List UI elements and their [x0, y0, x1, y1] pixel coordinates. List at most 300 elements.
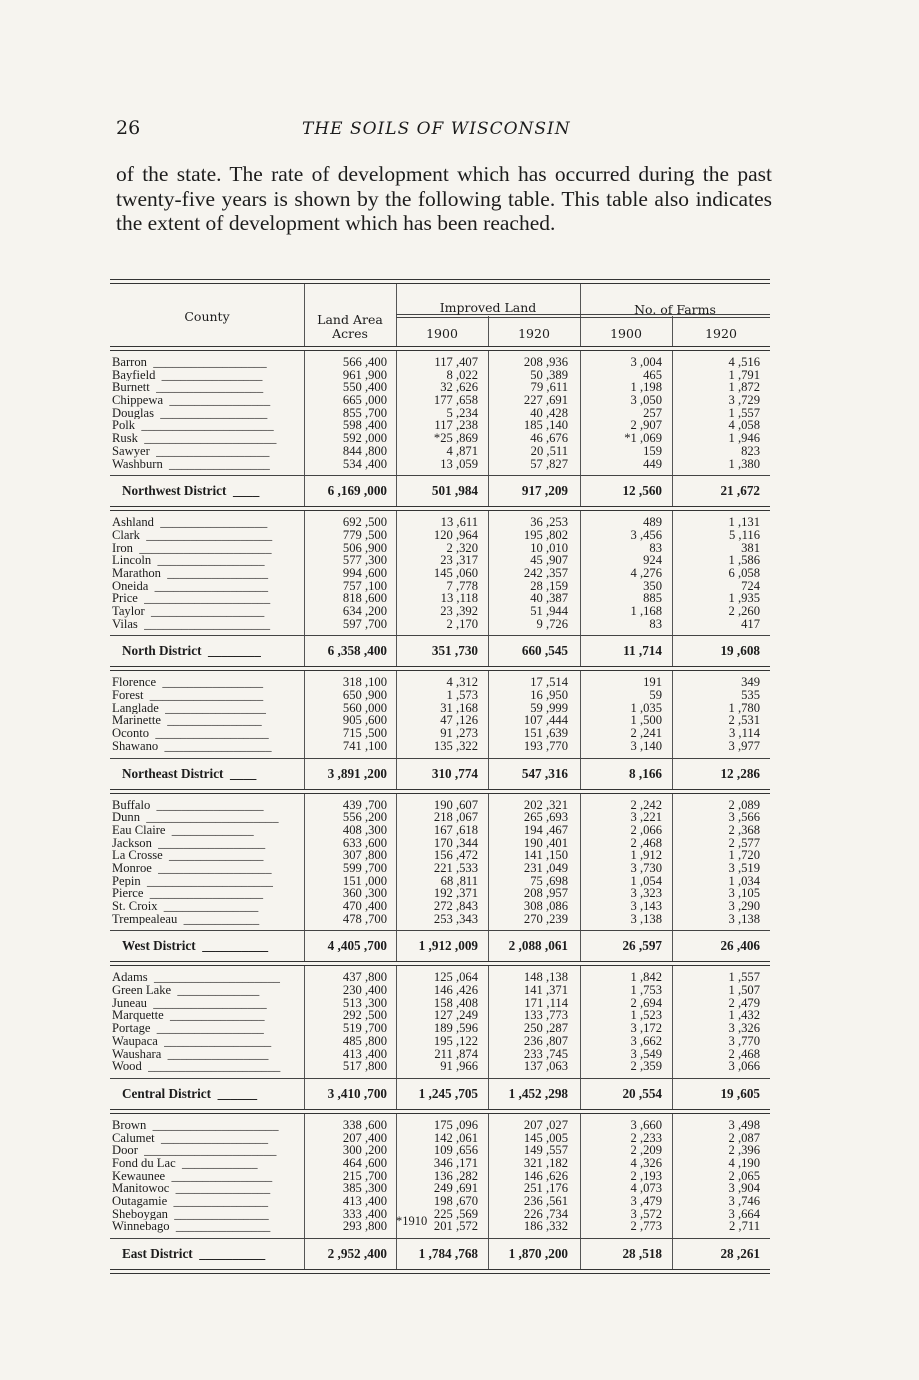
district-name: Northeast District ____ [122, 765, 257, 781]
district-name: East District __________ [122, 1246, 266, 1262]
cell-value: 2 ,065 [672, 1170, 770, 1183]
cell-value: 489 [580, 516, 672, 529]
cell-value: 142 ,061 [396, 1132, 488, 1145]
county-name: Fond du Lac ____________ [112, 1156, 258, 1170]
cell-value: 2 ,089 [672, 799, 770, 812]
cell-value: 201 ,572 [396, 1220, 488, 1233]
cell-value: 634 ,200 [304, 605, 396, 618]
cell-value: 211 ,874 [396, 1048, 488, 1061]
cell-value: 17 ,514 [488, 676, 580, 689]
cell-value: 225 ,569 [396, 1208, 488, 1221]
cell-value: 195 ,122 [396, 1035, 488, 1048]
cell-value: 226 ,734 [488, 1208, 580, 1221]
cell-value: 109 ,656 [396, 1144, 488, 1157]
cell-value: 12 ,286 [672, 759, 770, 789]
county-name: Ashland _________________ [112, 516, 268, 529]
cell-value: 519 ,700 [304, 1022, 396, 1035]
cell-value: 12 ,560 [580, 476, 672, 506]
cell-value: 3 ,664 [672, 1208, 770, 1221]
cell-value: 1 ,054 [580, 875, 672, 888]
cell-value: 1 ,912 [580, 849, 672, 862]
county-name: Buffalo _________________ [112, 798, 264, 812]
county-name: Forest __________________ [112, 689, 264, 702]
cell-value: 23 ,392 [396, 605, 488, 618]
cell-value: 2 ,577 [672, 837, 770, 850]
table-row [110, 727, 770, 740]
cell-value: 249 ,691 [396, 1182, 488, 1195]
county-name: Green Lake _____________ [112, 984, 260, 997]
cell-value: 145 ,060 [396, 567, 488, 580]
cell-value: 844 ,800 [304, 445, 396, 458]
cell-value: 2 ,907 [580, 419, 672, 432]
district-total-row [110, 931, 770, 961]
county-name: Bayfield ________________ [112, 368, 263, 382]
cell-value: 4 ,058 [672, 419, 770, 432]
cell-value: 51 ,944 [488, 605, 580, 618]
cell-value: 13 ,059 [396, 458, 488, 471]
county-name: Calumet _________________ [112, 1131, 269, 1145]
cell-value: 91 ,273 [396, 727, 488, 740]
county-name: Adams ____________________ [112, 971, 280, 985]
cell-value: 3 ,730 [580, 862, 672, 875]
cell-value: 250 ,287 [488, 1022, 580, 1035]
table-header [110, 284, 770, 346]
table-row [110, 432, 770, 445]
county-name: Rusk _____________________ [112, 432, 277, 445]
cell-value: 307 ,800 [304, 849, 396, 862]
cell-value: 57 ,827 [488, 458, 580, 471]
cell-value: 36 ,253 [488, 516, 580, 529]
cell-value: 120 ,964 [396, 529, 488, 542]
cell-value: 408 ,300 [304, 824, 396, 837]
cell-value: 338 ,600 [304, 1119, 396, 1132]
cell-value: 2 ,952 ,400 [304, 1239, 396, 1269]
cell-value: 21 ,672 [672, 476, 770, 506]
table-row [110, 516, 770, 529]
cell-value: 59 [580, 689, 672, 702]
cell-value: 599 ,700 [304, 862, 396, 875]
cell-value: 2 ,233 [580, 1132, 672, 1145]
cell-value: 779 ,500 [304, 529, 396, 542]
cell-value: 1 ,753 [580, 984, 672, 997]
cell-value: 470 ,400 [304, 900, 396, 913]
table-row [110, 1220, 770, 1233]
cell-value: 1 ,784 ,768 [396, 1239, 488, 1269]
cell-value: 1 ,131 [672, 516, 770, 529]
cell-value: 1 ,872 [672, 381, 770, 394]
cell-value: 2 ,359 [580, 1060, 672, 1073]
cell-value: 107 ,444 [488, 714, 580, 727]
cell-value: 28 ,159 [488, 580, 580, 593]
cell-value: 146 ,626 [488, 1170, 580, 1183]
county-name: Langlade ________________ [112, 701, 266, 715]
cell-value: 2 ,320 [396, 542, 488, 555]
cell-value: 10 ,010 [488, 542, 580, 555]
cell-value: 1 ,791 [672, 369, 770, 382]
cell-value: 465 [580, 369, 672, 382]
table-row [110, 605, 770, 618]
county-name: Pierce __________________ [112, 887, 264, 900]
cell-value: 3 ,572 [580, 1208, 672, 1221]
county-name: Portage _________________ [112, 1022, 264, 1035]
cell-value: 137 ,063 [488, 1060, 580, 1073]
table-row [110, 580, 770, 593]
county-name: Jackson _________________ [112, 836, 266, 850]
cell-value: 40 ,387 [488, 592, 580, 605]
cell-value: 218 ,067 [396, 811, 488, 824]
cell-value: 417 [672, 618, 770, 631]
footnote: *1910 [396, 1214, 428, 1228]
cell-value: 478 ,700 [304, 913, 396, 926]
page-number: 26 [116, 117, 141, 139]
table-row [110, 1060, 770, 1073]
cell-value: 3 ,660 [580, 1119, 672, 1132]
district-total-row [110, 636, 770, 666]
col-improved-1900: 1900 [426, 326, 458, 341]
cell-value: 20 ,511 [488, 445, 580, 458]
cell-value: 5 ,116 [672, 529, 770, 542]
cell-value: 300 ,200 [304, 1144, 396, 1157]
cell-value: 16 ,950 [488, 689, 580, 702]
cell-value: 2 ,773 [580, 1220, 672, 1233]
cell-value: 265 ,693 [488, 811, 580, 824]
cell-value: 28 ,261 [672, 1239, 770, 1269]
cell-value: 3 ,105 [672, 887, 770, 900]
cell-value: 159 [580, 445, 672, 458]
table-row [110, 458, 770, 471]
cell-value: 385 ,300 [304, 1182, 396, 1195]
table-row [110, 824, 770, 837]
county-name: Trempealeau ____________ [112, 912, 260, 926]
cell-value: 151 ,639 [488, 727, 580, 740]
cell-value: 3 ,221 [580, 811, 672, 824]
cell-value: 292 ,500 [304, 1009, 396, 1022]
col-no-of-farms: No. of Farms [634, 302, 716, 317]
cell-value: 40 ,428 [488, 407, 580, 420]
cell-value: 207 ,027 [488, 1119, 580, 1132]
cell-value: 26 ,597 [580, 931, 672, 961]
cell-value: 3 ,143 [580, 900, 672, 913]
county-name: Manitowoc _______________ [112, 1182, 271, 1195]
cell-value: 208 ,936 [488, 356, 580, 369]
cell-value: 26 ,406 [672, 931, 770, 961]
table-body [110, 351, 770, 1274]
county-name: Chippewa ________________ [112, 394, 271, 407]
cell-value: 11 ,714 [580, 636, 672, 666]
cell-value: 1 ,198 [580, 381, 672, 394]
cell-value: 1 ,500 [580, 714, 672, 727]
county-name: Pepin ____________________ [112, 874, 273, 888]
cell-value: 198 ,670 [396, 1195, 488, 1208]
col-acres: Acres [332, 326, 368, 341]
cell-value: 506 ,900 [304, 542, 396, 555]
cell-value: 4 ,073 [580, 1182, 672, 1195]
cell-value: 6 ,358 ,400 [304, 636, 396, 666]
table-row [110, 1022, 770, 1035]
cell-value: 4 ,276 [580, 567, 672, 580]
cell-value: 202 ,321 [488, 799, 580, 812]
county-name: Barron __________________ [112, 356, 267, 369]
cell-value: 513 ,300 [304, 997, 396, 1010]
table-row [110, 740, 770, 753]
cell-value: 885 [580, 592, 672, 605]
cell-value: 141 ,150 [488, 849, 580, 862]
cell-value: 349 [672, 676, 770, 689]
table-row [110, 676, 770, 689]
cell-value: 598 ,400 [304, 419, 396, 432]
cell-value: 208 ,957 [488, 887, 580, 900]
cell-value: 146 ,426 [396, 984, 488, 997]
cell-value: 1 ,780 [672, 702, 770, 715]
county-name: Winnebago _______________ [112, 1220, 271, 1234]
county-name: Marquette _______________ [112, 1009, 265, 1023]
cell-value: 1 ,245 ,705 [396, 1079, 488, 1109]
cell-value: 1 ,720 [672, 849, 770, 862]
cell-value: 1 ,557 [672, 971, 770, 984]
cell-value: 534 ,400 [304, 458, 396, 471]
table-row [110, 618, 770, 631]
cell-value: 190 ,607 [396, 799, 488, 812]
running-title: THE SOILS OF WISCONSIN [302, 119, 571, 139]
cell-value: 83 [580, 618, 672, 631]
county-name: Oconto __________________ [112, 727, 269, 740]
col-farms-1920: 1920 [705, 326, 737, 341]
county-name: Waushara ________________ [112, 1047, 269, 1061]
table-row [110, 689, 770, 702]
cell-value: 597 ,700 [304, 618, 396, 631]
cell-value: *1 ,069 [580, 432, 672, 445]
cell-value: 136 ,282 [396, 1170, 488, 1183]
cell-value: 3 ,566 [672, 811, 770, 824]
cell-value: 3 ,050 [580, 394, 672, 407]
cell-value: 47 ,126 [396, 714, 488, 727]
cell-value: 1 ,842 [580, 971, 672, 984]
cell-value: 231 ,049 [488, 862, 580, 875]
cell-value: 3 ,904 [672, 1182, 770, 1195]
cell-value: 318 ,100 [304, 676, 396, 689]
table-row [110, 529, 770, 542]
cell-value: 1 ,946 [672, 432, 770, 445]
cell-value: 2 ,087 [672, 1132, 770, 1145]
cell-value: 1 ,432 [672, 1009, 770, 1022]
cell-value: 2 ,468 [580, 837, 672, 850]
cell-value: 665 ,000 [304, 394, 396, 407]
table-row [110, 567, 770, 580]
cell-value: 350 [580, 580, 672, 593]
county-name: Marinette _______________ [112, 714, 262, 728]
cell-value: 2 ,066 [580, 824, 672, 837]
cell-value: 68 ,811 [396, 875, 488, 888]
col-farms-1900: 1900 [610, 326, 642, 341]
cell-value: 437 ,800 [304, 971, 396, 984]
cell-value: 650 ,900 [304, 689, 396, 702]
district-total-row [110, 476, 770, 506]
county-name: Douglas _________________ [112, 406, 268, 420]
cell-value: 59 ,999 [488, 702, 580, 715]
cell-value: 5 ,234 [396, 407, 488, 420]
cell-value: 3 ,326 [672, 1022, 770, 1035]
cell-value: 158 ,408 [396, 997, 488, 1010]
cell-value: 823 [672, 445, 770, 458]
cell-value: 2 ,193 [580, 1170, 672, 1183]
table-row [110, 445, 770, 458]
cell-value: 2 ,711 [672, 1220, 770, 1233]
cell-value: 3 ,977 [672, 740, 770, 753]
cell-value: 464 ,600 [304, 1157, 396, 1170]
col-land-area: Land Area [317, 312, 383, 327]
intro-paragraph: of the state. The rate of development which has occurred during the past twenty-five years is shown by the following table. This table also indicates the extent of development which has been reached. [116, 162, 772, 235]
cell-value: 3 ,138 [672, 913, 770, 926]
development-table [110, 279, 770, 1274]
cell-value: 3 ,140 [580, 740, 672, 753]
cell-value: 156 ,472 [396, 849, 488, 862]
cell-value: 293 ,800 [304, 1220, 396, 1233]
cell-value: 149 ,557 [488, 1144, 580, 1157]
cell-value: 577 ,300 [304, 554, 396, 567]
cell-value: 1 ,168 [580, 605, 672, 618]
cell-value: 28 ,518 [580, 1239, 672, 1269]
cell-value: 141 ,371 [488, 984, 580, 997]
district-name: Northwest District ____ [122, 483, 260, 499]
cell-value: 207 ,400 [304, 1132, 396, 1145]
cell-value: 117 ,238 [396, 419, 488, 432]
table-row [110, 811, 770, 824]
cell-value: 346 ,171 [396, 1157, 488, 1170]
table-row [110, 1119, 770, 1132]
cell-value: 501 ,984 [396, 476, 488, 506]
cell-value: 83 [580, 542, 672, 555]
cell-value: 4 ,516 [672, 356, 770, 369]
cell-value: 193 ,770 [488, 740, 580, 753]
cell-value: 633 ,600 [304, 837, 396, 850]
cell-value: 333 ,400 [304, 1208, 396, 1221]
cell-value: 692 ,500 [304, 516, 396, 529]
cell-value: 917 ,209 [488, 476, 580, 506]
cell-value: 360 ,300 [304, 887, 396, 900]
cell-value: 1 ,523 [580, 1009, 672, 1022]
county-name: Eau Claire _____________ [112, 823, 254, 837]
cell-value: 251 ,176 [488, 1182, 580, 1195]
cell-value: 3 ,066 [672, 1060, 770, 1073]
county-name: Vilas ____________________ [112, 617, 271, 631]
cell-value: 855 ,700 [304, 407, 396, 420]
cell-value: 6 ,169 ,000 [304, 476, 396, 506]
cell-value: 2 ,531 [672, 714, 770, 727]
cell-value: 924 [580, 554, 672, 567]
table-row [110, 1035, 770, 1048]
cell-value: 272 ,843 [396, 900, 488, 913]
county-name: Price ____________________ [112, 592, 271, 605]
cell-value: 145 ,005 [488, 1132, 580, 1145]
col-improved-1920: 1920 [518, 326, 550, 341]
county-name: Polk _____________________ [112, 419, 274, 433]
cell-value: 8 ,022 [396, 369, 488, 382]
county-name: Waupaca _________________ [112, 1034, 272, 1048]
cell-value: 3 ,114 [672, 727, 770, 740]
cell-value: 485 ,800 [304, 1035, 396, 1048]
cell-value: 3 ,549 [580, 1048, 672, 1061]
county-name: Taylor __________________ [112, 605, 265, 618]
cell-value: 1 ,380 [672, 458, 770, 471]
cell-value: 151 ,000 [304, 875, 396, 888]
cell-value: 79 ,611 [488, 381, 580, 394]
table-row [110, 984, 770, 997]
cell-value: 227 ,691 [488, 394, 580, 407]
cell-value: 2 ,242 [580, 799, 672, 812]
cell-value: 3 ,479 [580, 1195, 672, 1208]
cell-value: 413 ,400 [304, 1048, 396, 1061]
district-name: North District ________ [122, 643, 261, 659]
cell-value: 253 ,343 [396, 913, 488, 926]
cell-value: 221 ,533 [396, 862, 488, 875]
cell-value: 566 ,400 [304, 356, 396, 369]
cell-value: 2 ,209 [580, 1144, 672, 1157]
county-name: St. Croix _______________ [112, 900, 259, 913]
cell-value: 1 ,586 [672, 554, 770, 567]
cell-value: 91 ,966 [396, 1060, 488, 1073]
cell-value: 32 ,626 [396, 381, 488, 394]
cell-value: 3 ,172 [580, 1022, 672, 1035]
cell-value: 905 ,600 [304, 714, 396, 727]
cell-value: 2 ,396 [672, 1144, 770, 1157]
cell-value: 75 ,698 [488, 875, 580, 888]
cell-value: 3 ,456 [580, 529, 672, 542]
cell-value: 2 ,694 [580, 997, 672, 1010]
cell-value: 46 ,676 [488, 432, 580, 445]
cell-value: 127 ,249 [396, 1009, 488, 1022]
cell-value: 1 ,912 ,009 [396, 931, 488, 961]
cell-value: 2 ,170 [396, 618, 488, 631]
cell-value: 724 [672, 580, 770, 593]
cell-value: 230 ,400 [304, 984, 396, 997]
cell-value: 23 ,317 [396, 554, 488, 567]
cell-value: 413 ,400 [304, 1195, 396, 1208]
county-name: Shawano _________________ [112, 739, 272, 753]
cell-value: 381 [672, 542, 770, 555]
cell-value: 20 ,554 [580, 1079, 672, 1109]
cell-value: 1 ,557 [672, 407, 770, 420]
cell-value: 2 ,368 [672, 824, 770, 837]
cell-value: 321 ,182 [488, 1157, 580, 1170]
county-name: Outagamie _______________ [112, 1195, 269, 1208]
cell-value: 31 ,168 [396, 702, 488, 715]
cell-value: 135 ,322 [396, 740, 488, 753]
table-row [110, 394, 770, 407]
cell-value: 1 ,507 [672, 984, 770, 997]
cell-value: 1 ,035 [580, 702, 672, 715]
district-name: Central District ______ [122, 1085, 258, 1101]
county-name: Sawyer __________________ [112, 444, 270, 458]
cell-value: 242 ,357 [488, 567, 580, 580]
cell-value: 3 ,891 ,200 [304, 759, 396, 789]
cell-value: 45 ,907 [488, 554, 580, 567]
cell-value: 7 ,778 [396, 580, 488, 593]
table-row [110, 862, 770, 875]
table-row [110, 1195, 770, 1208]
cell-value: 9 ,726 [488, 618, 580, 631]
cell-value: 592 ,000 [304, 432, 396, 445]
cell-value: 308 ,086 [488, 900, 580, 913]
cell-value: 167 ,618 [396, 824, 488, 837]
county-name: Burnett _________________ [112, 381, 264, 395]
cell-value: 3 ,410 ,700 [304, 1079, 396, 1109]
county-name: Florence ________________ [112, 676, 264, 690]
cell-value: 4 ,326 [580, 1157, 672, 1170]
cell-value: 19 ,605 [672, 1079, 770, 1109]
district-name: West District __________ [122, 938, 269, 954]
cell-value: 1 ,452 ,298 [488, 1079, 580, 1109]
district-total-row [110, 759, 770, 789]
